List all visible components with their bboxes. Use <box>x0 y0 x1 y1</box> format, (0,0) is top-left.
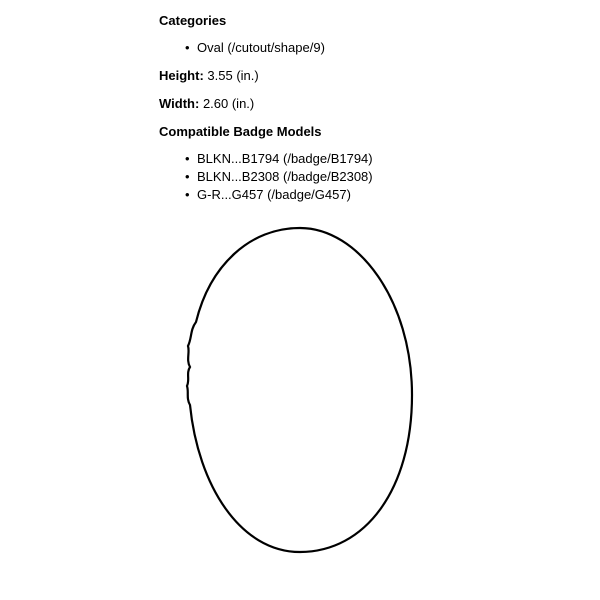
height-label: Height: <box>159 68 204 83</box>
bullet-icon: • <box>185 40 190 55</box>
bullet-icon: • <box>185 169 190 184</box>
bullet-icon: • <box>185 187 190 202</box>
bullet-icon: • <box>185 151 190 166</box>
category-link[interactable]: Oval (/cutout/shape/9) <box>197 40 325 55</box>
badge-link[interactable]: G-R...G457 (/badge/G457) <box>197 187 351 202</box>
oval-outline <box>187 228 412 552</box>
badge-link[interactable]: BLKN...B1794 (/badge/B1794) <box>197 151 373 166</box>
width-label: Width: <box>159 96 200 111</box>
width-value: 2.60 (in.) <box>202 96 255 111</box>
height-value: 3.55 (in.) <box>207 68 259 83</box>
badge-link[interactable]: BLKN...B2308 (/badge/B2308) <box>197 169 373 184</box>
categories-heading: Categories <box>159 13 227 28</box>
compatible-badge-models-heading: Compatible Badge Models <box>159 124 322 139</box>
